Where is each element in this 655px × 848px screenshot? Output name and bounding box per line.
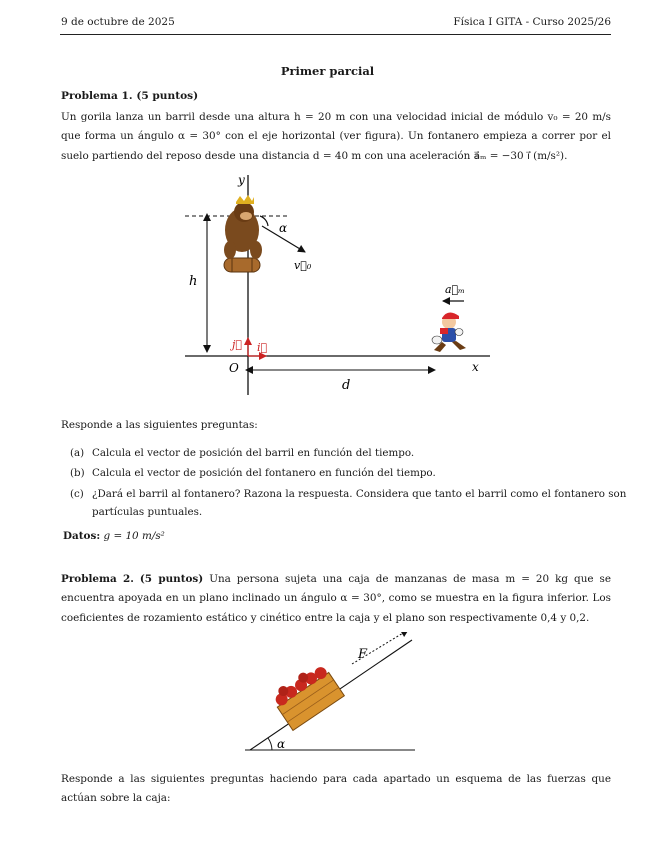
problem2-text: Una persona sujeta una caja de manzanas de masa m = 20 kg que se encuentra apoyada en un plano inclinado un ángulo α = 30°, como se muestra en la figura inferior. Los coeficientes de rozamiento estático y cinético entre la caja y el plano son respectivamente 0,4 y 0,2.: [61, 573, 611, 624]
question-a-text: Calcula el vector de posición del barril en función del tiempo.: [92, 447, 415, 459]
height-label: h: [189, 274, 198, 289]
problem1-statement: Un gorila lanza un barril desde una altura h = 20 m con una velocidad inicial de módulo v₀ = 20 m/s que forma un ángulo α = 30° con el eje horizontal (ver figura). Un fontanero empieza a correr por el suelo partiendo del reposo desde una distancia d = 40 m con una aceleración a⃗ₘ = −30 i⃗ (m/s²).: [61, 111, 611, 162]
unit-i-label: i⃗: [257, 341, 268, 354]
angle-label: α: [279, 221, 288, 235]
apple-crate-icon: [269, 660, 344, 730]
distance-label: d: [342, 378, 351, 393]
problem1-figure: [180, 170, 500, 400]
data-label: Datos:: [63, 530, 101, 542]
problem2-statement: [61, 570, 611, 628]
unit-j-label: j⃗: [232, 338, 243, 351]
problem1-number: Problema 1.: [61, 90, 133, 102]
problem1-heading: [61, 90, 198, 102]
question-b-label: (b): [70, 467, 85, 479]
force-label: F: [358, 647, 368, 662]
header-date: 9 de octubre de 2025: [61, 16, 175, 28]
velocity-label: v⃗₀: [294, 259, 312, 272]
incline-angle-label: α: [277, 737, 286, 751]
question-a-label: (a): [70, 447, 85, 459]
question-c-text-cont: partículas puntuales.: [92, 506, 203, 518]
problem2-figure: [240, 632, 420, 756]
problem1-questions-intro: Responde a las siguientes preguntas:: [61, 419, 258, 431]
question-c: [70, 485, 627, 525]
gorilla-illustration: [224, 195, 262, 272]
header-course: Física I GITA - Curso 2025/26: [453, 16, 611, 28]
plumber-illustration: [432, 312, 466, 352]
question-c-text: ¿Dará el barril al fontanero? Razona la respuesta. Considera que tanto el barril como el fontanero son: [92, 488, 627, 500]
problem2-number: Problema 2.: [61, 573, 134, 585]
problem2-points: (5 puntos): [139, 573, 204, 585]
page-title: Primer parcial: [280, 64, 375, 78]
acceleration-label: a⃗ₘ: [445, 283, 465, 296]
header-rule: [60, 34, 611, 35]
problem1-data: [63, 530, 165, 542]
incline-angle-arc: [268, 738, 272, 750]
question-b-text: Calcula el vector de posición del fontanero en función del tiempo.: [92, 467, 436, 479]
problem2-questions-intro: Responde a las siguientes preguntas haciendo para cada apartado un esquema de las fuerzas que actúan sobre la caja:: [61, 773, 611, 805]
angle-arc: [260, 216, 268, 226]
question-c-label: (c): [70, 488, 84, 500]
problem1-points: (5 puntos): [136, 90, 199, 102]
y-axis-label: y: [238, 173, 245, 187]
x-axis-label: x: [472, 360, 479, 374]
data-value: g = 10 m/s²: [103, 530, 165, 542]
origin-label: O: [229, 361, 239, 375]
barrel-icon: [224, 258, 260, 272]
